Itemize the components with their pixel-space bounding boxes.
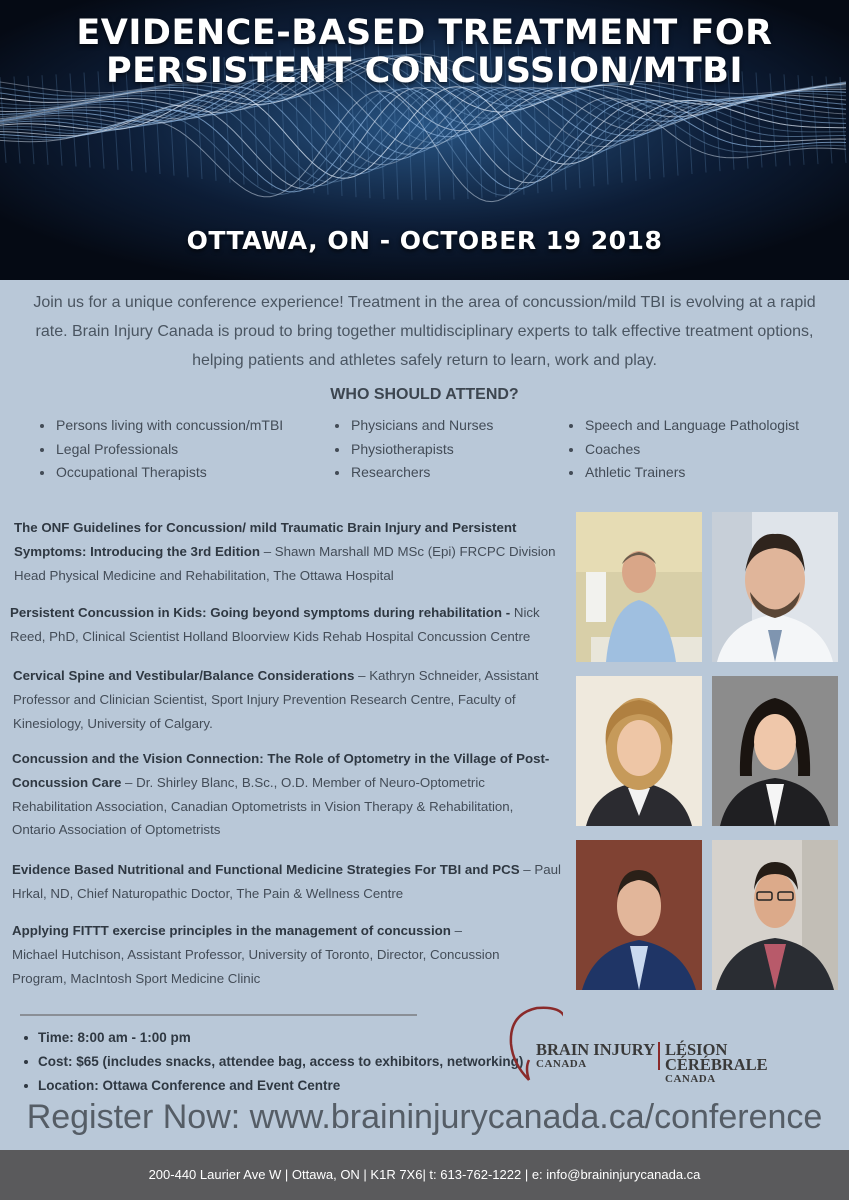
session-speaker: – Shawn Marshall MD MSc (Epi) FRCPC Division Head Physical Medicine and Rehabilitation, The Ottawa Hospital bbox=[14, 543, 556, 583]
brain-injury-canada-logo bbox=[503, 1004, 833, 1084]
register-link[interactable]: Register Now: www.braininjurycanada.ca/conference bbox=[26, 1098, 823, 1136]
cost-detail: Cost: $65 (includes snacks, attendee bag, access to exhibitors, networking) bbox=[22, 1050, 523, 1074]
session-speaker: – Dr. Shirley Blanc, B.Sc., O.D. Member of Neuro-Optometric Rehabilitation Association, Canadian Optometrists in Vision Therapy & Rehabilitation, Ontario Association of Optometrists bbox=[12, 774, 514, 838]
session-3 bbox=[13, 664, 573, 735]
speaker-photo-2 bbox=[712, 512, 838, 662]
session-speaker: – Paul Hrkal, ND, Chief Naturopathic Doctor, The Pain & Wellness Centre bbox=[12, 862, 561, 901]
session-2 bbox=[10, 601, 565, 649]
speaker-photo-1 bbox=[576, 512, 702, 662]
hero-banner bbox=[0, 0, 849, 280]
logo-en-main: BRAIN INJURY bbox=[536, 1040, 656, 1059]
audience-list-3 bbox=[565, 414, 799, 485]
session-4 bbox=[12, 747, 557, 842]
logo-english bbox=[536, 1042, 655, 1072]
logo-divider bbox=[658, 1042, 660, 1070]
session-title: Concussion and the Vision Connection: The Role of Optometry in the Village of Post-Concussion Care bbox=[12, 751, 550, 790]
list-item: Athletic Trainers bbox=[565, 461, 799, 485]
speaker-photo-4 bbox=[712, 676, 838, 826]
list-item: Legal Professionals bbox=[36, 438, 283, 462]
session-5 bbox=[12, 858, 562, 906]
time-detail: Time: 8:00 am - 1:00 pm bbox=[22, 1026, 523, 1050]
session-title: The ONF Guidelines for Concussion/ mild Traumatic Brain Injury and Persistent Symptoms: Introducing the 3rd Edition bbox=[14, 520, 517, 559]
list-item: Speech and Language Pathologist bbox=[565, 414, 799, 438]
event-location-date: OTTAWA, ON - OCTOBER 19 2018 bbox=[186, 226, 663, 255]
speaker-photo-5 bbox=[576, 840, 702, 990]
logo-en-sub: CANADA bbox=[536, 1058, 587, 1070]
audience-list-2 bbox=[331, 414, 493, 485]
audience-list-1 bbox=[36, 414, 283, 485]
list-item: Coaches bbox=[565, 438, 799, 462]
title-line-2: PERSISTENT CONCUSSION/MTBI bbox=[105, 51, 744, 91]
speaker-photo-3 bbox=[576, 676, 702, 826]
intro-paragraph: Join us for a unique conference experience! Treatment in the area of concussion/mild TBI is evolving at a rapid rate. Brain Injury Canada is proud to bring together multidisciplinary experts to talk effective treatment options, helping patients and athletes safely return to learn, work and play. bbox=[33, 294, 816, 369]
divider bbox=[20, 1014, 417, 1016]
logo-fr-main: LÉSION CÉRÉBRALE bbox=[665, 1040, 768, 1074]
title-line-1: EVIDENCE-BASED TREATMENT FOR bbox=[76, 13, 773, 53]
speaker-photo-6 bbox=[712, 840, 838, 990]
list-item: Persons living with concussion/mTBI bbox=[36, 414, 283, 438]
list-item: Physiotherapists bbox=[331, 438, 493, 462]
logo-french bbox=[665, 1042, 833, 1087]
session-title: Applying FITTT exercise principles in the management of concussion bbox=[12, 923, 451, 938]
session-title: Evidence Based Nutritional and Functional Medicine Strategies For TBI and PCS bbox=[12, 862, 520, 877]
footer-contact: 200-440 Laurier Ave W | Ottawa, ON | K1R 7X6| t: 613-762-1222 | e: info@braininjurycanada.ca bbox=[0, 1150, 849, 1200]
session-title: Cervical Spine and Vestibular/Balance Considerations bbox=[13, 668, 355, 683]
session-speaker: – Michael Hutchison, Assistant Professor, University of Toronto, Director, Concussion Program, MacIntosh Sport Medicine Clinic bbox=[12, 923, 500, 986]
session-1 bbox=[14, 516, 562, 587]
list-item: Occupational Therapists bbox=[36, 461, 283, 485]
session-title: Persistent Concussion in Kids: Going beyond symptoms during rehabilitation - bbox=[10, 605, 511, 620]
session-6 bbox=[12, 919, 502, 990]
session-speaker: Nick Reed, PhD, Clinical Scientist Holland Bloorview Kids Rehab Hospital Concussion Centre bbox=[10, 605, 540, 644]
session-speaker: – Kathryn Schneider, Assistant Professor and Clinician Scientist, Sport Injury Prevention Research Centre, Faculty of Kinesiology, University of Calgary. bbox=[13, 668, 539, 731]
who-should-attend-heading: WHO SHOULD ATTEND? bbox=[330, 386, 519, 403]
list-item: Physicians and Nurses bbox=[331, 414, 493, 438]
event-details bbox=[22, 1026, 523, 1098]
list-item: Researchers bbox=[331, 461, 493, 485]
page-title bbox=[0, 14, 849, 90]
logo-fr-sub: CANADA bbox=[665, 1073, 716, 1085]
location-detail: Location: Ottawa Conference and Event Centre bbox=[22, 1074, 523, 1098]
